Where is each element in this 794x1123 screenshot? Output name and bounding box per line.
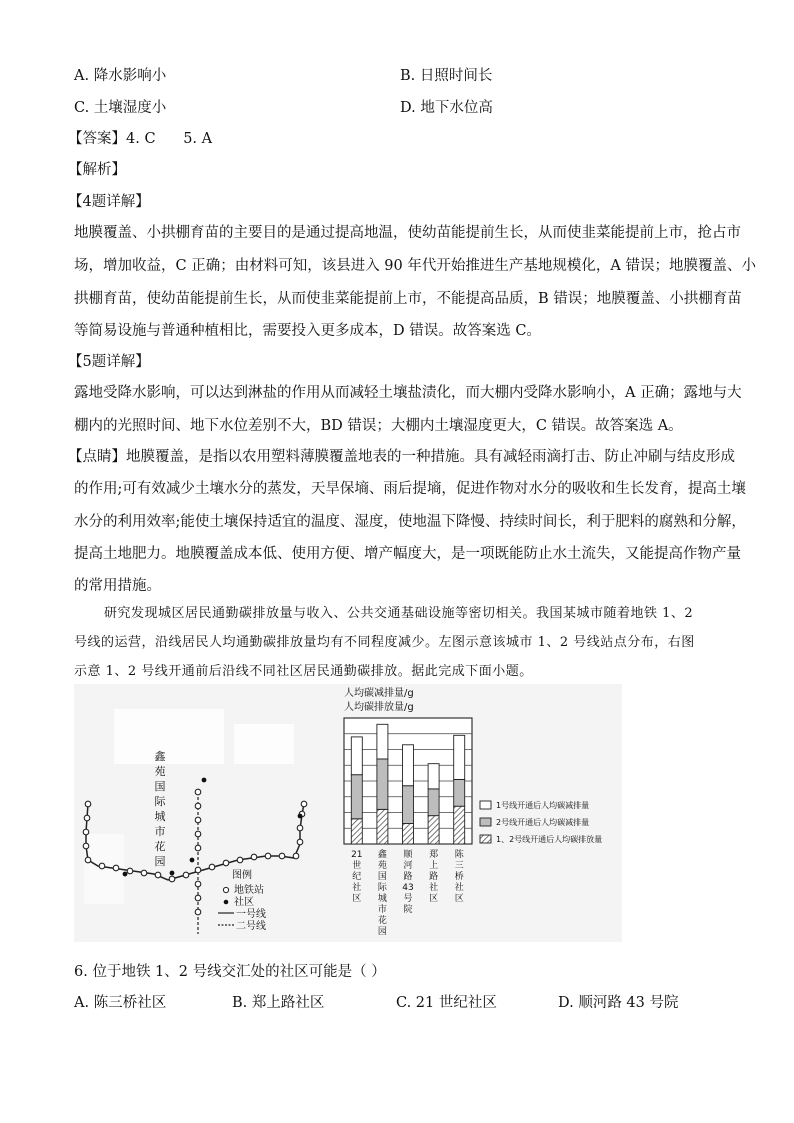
category-label-char: 园 <box>377 927 387 937</box>
metro-station <box>155 872 161 878</box>
tip-line: 水分的利用效率;能使土壤保持适宜的温度、湿度，使地温下降慢、持续时间长，利于肥料的腐熟和分解， <box>74 514 746 530</box>
community-dot <box>170 871 175 876</box>
metro-station <box>195 845 201 851</box>
bar-segment <box>351 775 362 819</box>
metro-station <box>251 854 257 860</box>
passage-line: 号线的运营，沿线居民人均通勤碳排放量均有不同程度减少。左图示意该城市 1、2 号线站点分布，右图 <box>74 635 695 650</box>
tip-line: 的常用措施。 <box>74 578 161 594</box>
category-label-char: 郑 <box>429 850 439 860</box>
community-label-char: 国 <box>154 780 166 793</box>
tip-line: 提高土地肥力。地膜覆盖成本低、使用方便、增产幅度大，是一项既能防止水土流失，又能提高作物产量 <box>74 546 741 562</box>
category-label-char: 社 <box>429 883 439 893</box>
metro-station <box>195 789 201 795</box>
metro-station <box>195 867 201 873</box>
metro-station <box>183 872 189 878</box>
community-label-char: 苑 <box>154 765 166 778</box>
metro-station <box>301 801 307 807</box>
metro-station <box>237 857 243 863</box>
category-label-char: 21 <box>351 850 363 860</box>
bar-segment <box>454 779 465 806</box>
metro-station <box>265 853 271 859</box>
legend-community-icon <box>224 900 229 905</box>
community-dot <box>123 872 128 877</box>
metro-station <box>293 853 299 859</box>
community-dot <box>190 858 195 863</box>
legend-label: 2号线开通后人均碳减排量 <box>496 818 590 827</box>
legend-label: 1、2号线开通后人均碳排放量 <box>496 835 603 844</box>
metro-station <box>169 876 175 882</box>
legend-swatch <box>480 801 491 809</box>
category-label-char: 区 <box>429 894 439 904</box>
plot-area <box>344 718 472 844</box>
q4-line: 地膜覆盖、小拱棚育苗的主要目的是通过提高地温，使幼苗能提前生长，从而使韭菜能提前上市，抢占市 <box>74 225 741 241</box>
category-label <box>351 850 362 904</box>
category-label-char: 苑 <box>377 861 387 871</box>
metro-station <box>141 870 147 876</box>
q6-option-a: A. 陈三桥社区 <box>74 995 167 1011</box>
category-label-char: 城 <box>377 894 387 904</box>
category-label-char: 三 <box>454 861 464 871</box>
q6-option-c: C. 21 世纪社区 <box>396 995 497 1011</box>
chart-legend <box>480 800 602 844</box>
bar-segment <box>428 764 439 789</box>
q5-line: 棚内的光照时间、地下水位差别不大，BD 错误；大棚内土壤湿度更大，C 错误。故答案选 A。 <box>74 418 683 434</box>
legend-swatch <box>480 818 491 826</box>
category-label-char: 花 <box>377 916 387 926</box>
category-label-char: 陈 <box>454 850 464 860</box>
answer-text: 4. C 5. A <box>126 131 213 147</box>
legend-swatch <box>480 835 491 843</box>
category-label-char: 社 <box>454 883 464 893</box>
community-dot <box>298 814 303 819</box>
category-label-char: 院 <box>403 905 413 915</box>
category-label-char: 路 <box>429 872 439 882</box>
metro-station <box>195 895 201 901</box>
q5-line: 露地受降水影响，可以达到淋盐的作用从而减轻土壤盐渍化，而大棚内受降水影响小，A 正确；露地与大 <box>74 385 742 401</box>
community-label-char: 鑫 <box>154 750 166 763</box>
metro-station <box>85 801 91 807</box>
category-label-char: 世 <box>352 861 362 871</box>
category-label-char: 顺 <box>403 850 413 860</box>
q4-heading: 【4题详解】 <box>68 194 150 210</box>
option-c: C. 土壤湿度小 <box>74 100 167 116</box>
community-label-char: 际 <box>154 795 166 808</box>
bar-segment <box>454 735 465 779</box>
category-label <box>402 848 413 915</box>
metro-station <box>195 831 201 837</box>
metro-station <box>84 815 90 821</box>
q4-line: 拱棚育苗，使幼苗能提前生长，从而使韭菜能提前上市，不能提高品质，B 错误；地膜覆盖、小拱棚育苗 <box>74 291 742 307</box>
legend-label: 1号线开通后人均碳减排量 <box>496 801 590 810</box>
map-legend-item: 地铁站 <box>234 885 264 896</box>
bar-segment <box>351 737 362 775</box>
option-a: A. 降水影响小 <box>74 68 167 84</box>
metro-station <box>223 860 229 866</box>
background-patch <box>234 724 294 764</box>
metro-station <box>127 868 133 874</box>
metro-station <box>85 857 91 863</box>
legend-station-icon <box>223 887 228 892</box>
metro-station <box>113 865 119 871</box>
tip-line: 【点睛】地膜覆盖，是指以农用塑料薄膜覆盖地表的一种措施。具有减轻雨滴打击、防止冲刷与结皮形成 <box>68 449 735 465</box>
bar-segment <box>403 745 414 786</box>
bar-segment <box>428 789 439 816</box>
analysis-label: 【解析】 <box>68 162 126 178</box>
category-label-char: 区 <box>454 894 464 904</box>
passage-line: 研究发现城区居民通勤碳排放量与收入、公共交通基础设施等密切相关。我国某城市随着地铁 1、2 <box>104 606 694 621</box>
metro-station <box>83 843 89 849</box>
option-b: B. 日照时间长 <box>400 68 493 84</box>
metro-station <box>195 803 201 809</box>
bar-segment <box>428 816 439 844</box>
metro-station <box>195 909 201 915</box>
bar-segment <box>454 806 465 844</box>
category-label-char: 桥 <box>454 872 464 882</box>
metro-station <box>83 829 89 835</box>
chart-ylabel: 人均碳排放量/g <box>344 702 414 713</box>
category-label <box>429 848 438 904</box>
category-label-char: 路 <box>403 872 413 882</box>
community-label-char: 园 <box>154 855 166 868</box>
q4-line: 场，增加收益，C 正确；由材料可知，该县进入 90 年代开始推进生产基地规模化，A 错误；地膜覆盖、小 <box>74 258 756 274</box>
category-label-char: 上 <box>429 861 439 871</box>
community-label-char: 城 <box>154 810 166 823</box>
community-label-char: 花 <box>154 840 166 853</box>
bar-segment <box>403 786 414 824</box>
figure <box>74 684 622 942</box>
answer-label: 【答案】 <box>68 131 126 147</box>
passage-line: 示意 1、2 号线开通前后沿线不同社区居民通勤碳排放。据此完成下面小题。 <box>74 664 533 679</box>
map-legend-item: 社区 <box>234 897 254 908</box>
category-label <box>378 848 388 937</box>
category-label-char: 区 <box>352 894 362 904</box>
category-label-char: 国 <box>377 872 387 882</box>
q6-option-d: D. 顺河路 43 号院 <box>558 995 679 1011</box>
category-label-char: 号 <box>403 894 413 904</box>
community-dot <box>202 778 207 783</box>
category-label-char: 纪 <box>352 872 362 882</box>
chart-ylabel: 人均碳减排量/g <box>344 688 414 699</box>
metro-station <box>195 881 201 887</box>
q6-option-b: B. 郑上路社区 <box>232 995 325 1011</box>
q5-heading: 【5题详解】 <box>68 354 150 370</box>
metro-station <box>279 853 285 859</box>
category-label-char: 市 <box>377 905 387 915</box>
q6-stem: 6. 位于地铁 1、2 号线交汇处的社区可能是（ ） <box>74 964 386 980</box>
category-label-char: 社 <box>352 883 362 893</box>
metro-station <box>297 825 303 831</box>
bar-segment <box>351 819 362 844</box>
answer-line <box>68 129 212 149</box>
map-legend-item: 二号线 <box>236 921 266 932</box>
q4-line: 等简易设施与普通种植相比，需要投入更多成本，D 错误。故答案选 C。 <box>74 323 541 339</box>
metro-station <box>297 839 303 845</box>
tip-line: 的作用;可有效减少土壤水分的蒸发，天旱保墒、雨后提墒，促进作物对水分的吸收和生长发育，提高土壤 <box>74 481 746 497</box>
category-label-char: 际 <box>377 883 387 893</box>
background-patch <box>114 709 224 764</box>
community-label-char: 市 <box>154 825 166 838</box>
metro-station <box>209 864 215 870</box>
bar-segment <box>377 809 388 844</box>
option-d: D. 地下水位高 <box>400 100 493 116</box>
bar-segment <box>403 824 414 844</box>
metro-station <box>99 863 105 869</box>
category-label-char: 43 <box>402 883 414 893</box>
category-label-char: 鑫 <box>377 850 387 860</box>
category-label-char: 河 <box>403 861 413 871</box>
category-label <box>455 848 465 904</box>
map-legend-item: 一号线 <box>236 909 266 920</box>
metro-station <box>195 817 201 823</box>
map-legend-title: 图例 <box>232 870 252 881</box>
bar-segment <box>377 759 388 809</box>
bar-segment <box>377 724 388 759</box>
